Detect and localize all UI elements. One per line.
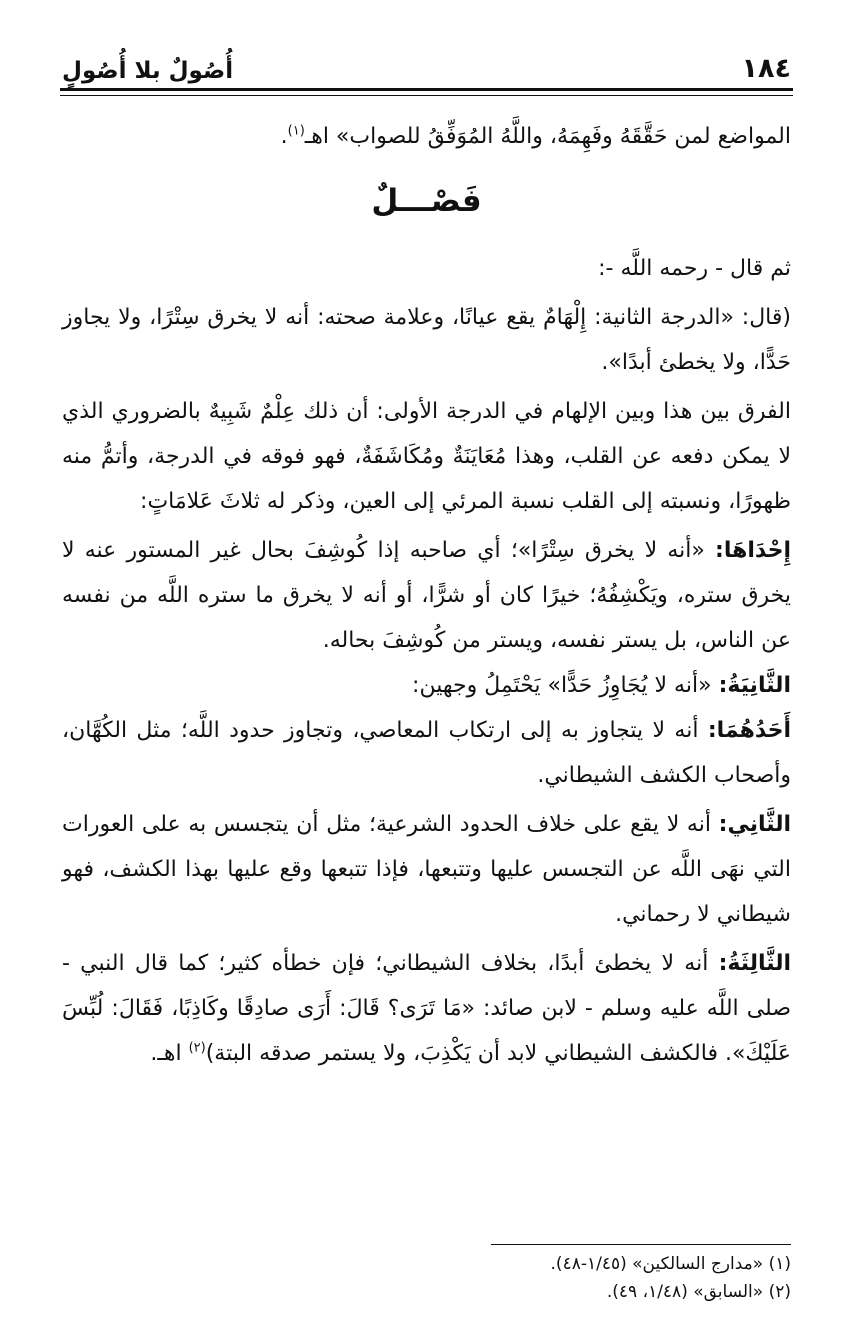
- paragraph-text: أنه لا يقع على خلاف الحدود الشرعية؛ مثل أن يتجسس به على العورات التي نهَى اللَّه عن التجسس عليها وتتبعها، فإذا تتبعها وقع عليها بهذا الكشف، فهو شيطاني لا رحماني.: [62, 812, 791, 927]
- paragraph: [62, 528, 791, 663]
- paragraph: الفرق بين هذا وبين الإلهام في الدرجة الأولى: أن ذلك عِلْمٌ شَبِيهٌ بالضروري الذي لا يمكن دفعه عن القلب، وهذا مُعَايَنَةٌ ومُكَاشَفَةٌ، فهو فوقه في الدرجة، وأتمُّ منه ظهورًا، ونسبته إلى القلب نسبة المرئي إلى العين، وذكر له ثلاثَ عَلامَاتٍ:: [62, 399, 791, 514]
- paragraph: [62, 802, 791, 937]
- header-rule: [60, 88, 793, 91]
- paragraph-end: .: [280, 124, 288, 149]
- footnote: (٢) «السابق» (١/٤٨، ٤٩).: [606, 1282, 791, 1302]
- paragraph: ثم قال - رحمه اللَّه -:: [598, 256, 791, 281]
- footnote-rule: [491, 1244, 791, 1245]
- footnote: (١) «مدارج السالكين» (١/٤٥-٤٨).: [550, 1254, 791, 1274]
- header-rule-thin: [60, 95, 793, 96]
- paragraph: [62, 114, 791, 159]
- paragraph-lead: أَحَدُهُمَا:: [707, 718, 791, 743]
- paragraph-text: «أنه لا يخرق سِتْرًا»؛ أي صاحبه إذا كُوشِفَ بحال غير المستور عنه لا يخرق ستره، ويَكْشِفُهُ؛ خيرًا كان أو شرًّا، أو أنه لا يخرق ما ستره اللَّه من نفسه عن الناس، بل يستر نفسه، ويستر من كُوشِفَ بحاله.: [62, 538, 791, 653]
- paragraph: [62, 708, 791, 798]
- paragraph: (قال: «الدرجة الثانية: إِلْهَامٌ يقع عيانًا، وعلامة صحته: أنه لا يخرق سِتْرًا، ولا يجاوز حَدًّا، ولا يخطئ أبدًا».: [62, 305, 791, 375]
- paragraph: [62, 663, 791, 708]
- page-number: ١٨٤: [741, 53, 791, 84]
- paragraph-text: المواضع لمن حَقَّقَهُ وفَهِمَهُ، واللَّهُ المُوَفِّقُ للصواب» اهـ: [304, 124, 791, 149]
- paragraph: [62, 941, 791, 1076]
- paragraph-text: أنه لا يخطئ أبدًا، بخلاف الشيطاني؛ فإن خطأه كثير؛ كما قال النبي - صلى اللَّه عليه وسلم - لابن صائد: «مَا تَرَى؟ قَالَ: أَرَى صادِقًا وكَاذِبًا، فَقَالَ: لُبِّسَ عَلَيْكَ». فالكشف الشيطاني لابد أن يَكْذِبَ، ولا يستمر صدقه البتة): [62, 951, 791, 1066]
- section-title: فَصْـــلٌ: [371, 183, 482, 219]
- running-title: أُصُولٌ بلا أُصُولٍ: [62, 58, 234, 84]
- paragraph-text: «أنه لا يُجَاوِزُ حَدًّا» يَحْتَمِلُ وجهين:: [412, 673, 712, 698]
- page-header: [62, 40, 791, 84]
- paragraph-lead: إِحْدَاهَا:: [715, 538, 791, 563]
- paragraph-lead: الثَّالِثَةُ:: [718, 951, 792, 976]
- paragraph-end: اهـ.: [150, 1041, 189, 1066]
- paragraph-lead: الثَّانِيَةُ:: [718, 673, 791, 698]
- footnote-marker: (١): [287, 123, 305, 139]
- footnotes: [62, 1250, 791, 1306]
- paragraph-text: أنه لا يتجاوز به إلى ارتكاب المعاصي، وتجاوز حدود اللَّه؛ مثل الكُهَّان، وأصحاب الكشف الشيطاني.: [62, 718, 791, 788]
- paragraph-lead: الثَّانِي:: [718, 812, 792, 837]
- footnote-marker: (٢): [188, 1040, 206, 1056]
- page-body: [62, 114, 791, 1076]
